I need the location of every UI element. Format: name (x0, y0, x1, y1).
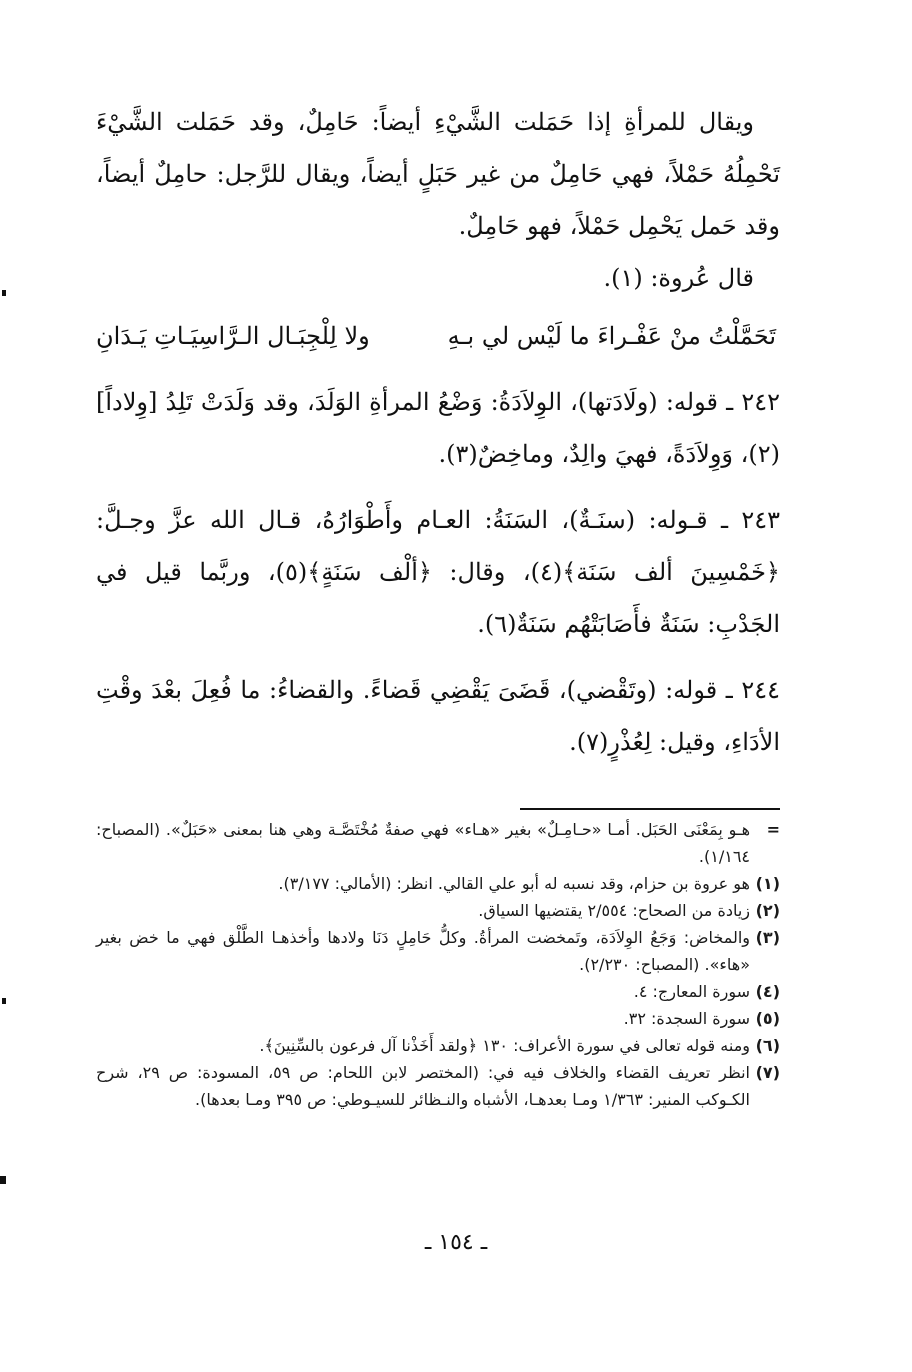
paragraph-243: ٢٤٣ ـ قـوله: (سنَـةٌ)، السَنَةُ: العـام وأَطْوَارُهُ، قـال الله عزَّ وجـلَّ: ﴿خَمْسِينَ ألف سَنَة﴾(٤)، وقال: ﴿ألْف سَنَةٍ﴾(٥)، وربَّما قيل في الجَدْبِ: سَنَةٌ فأَصَابَتْهُم سَنَةٌ(٦). (96, 506, 780, 638)
poem-verse (96, 310, 780, 362)
footnote-separator (520, 808, 780, 810)
footnote-number: (٦) (755, 1036, 780, 1055)
scan-mark (0, 1176, 6, 1184)
scan-mark (2, 998, 6, 1004)
page-number: ـ ١٥٤ ـ (424, 1230, 488, 1255)
footnotes (96, 808, 780, 1113)
footnote-number: (٣) (755, 928, 780, 947)
footnote-number: (٢) (755, 901, 780, 920)
paragraph-244: ٢٤٤ ـ قوله: (وتَقْضي)، قَضَىَ يَقْضِي قَضاءً. والقضاءُ: ما فُعِلَ بعْدَ وقْتِ الأدَاءِ، وقيل: لِعُذْرٍ(٧). (96, 676, 780, 756)
paragraph-urwa-intro: قال عُروة: (١). (603, 264, 754, 292)
footnote-item (96, 1032, 780, 1059)
footnote-text: ومنه قوله تعالى في سورة الأعراف: ١٣٠ ﴿ولقد أَخَذْنا آل فرعون بالسِّنِينَ﴾. (259, 1036, 750, 1055)
footnote-item (96, 1005, 780, 1032)
footnote-item (96, 870, 780, 897)
footnote-text: زيادة من الصحاح: ٢/٥٥٤ يقتضيها السياق. (478, 901, 750, 920)
poem-first-hemistich: تَحَمَّلْتُ منْ عَفْـراءَ ما لَيْس لي بـهِ (447, 322, 776, 350)
footnote-text: سورة المعارج: ٤. (633, 982, 750, 1001)
footnote-number: (٤) (755, 982, 780, 1001)
page-content (96, 96, 780, 1113)
footnote-continuation (96, 816, 780, 870)
footnote-number: (٥) (755, 1009, 780, 1028)
paragraph-242: ٢٤٢ ـ قوله: (ولَادَتها)، الوِلاَدَةُ: وَضْعُ المرأةِ الوَلَدَ، وقد وَلَدَتْ تَلِدُ [وِلاداً](٢)، وَوِلاَدَةً، فهيَ والِدٌ، وماخِضٌ(٣). (96, 388, 780, 468)
footnote-text: هو عروة بن حزام، وقد نسبه له أبو علي القالي. انظر: (الأمالي: ٣/١٧٧). (278, 874, 750, 893)
continuation-marker: = (766, 820, 780, 839)
footnote-number: (٧) (755, 1063, 780, 1082)
footnote-text: سورة السجدة: ٣٢. (623, 1009, 750, 1028)
footnote-continuation-text: هـو بِمَعْنَى الحَبَل. أمـا «حـامِـلٌ» بغير «هـاء» فهي صفةٌ مُخْتَصَّـة وهي هنا بمعنى «حَبَلٌ». (المصباح: ١/١٦٤). (96, 820, 750, 866)
footnote-item (96, 978, 780, 1005)
paragraph-hamil: ويقال للمرأةِ إذا حَمَلت الشَّيْءِ أيضاً: حَامِلٌ، وقد حَمَلت الشَّيْءَ تَحْمِلُهُ حَمْلاً، فهي حَامِلٌ من غير حَبَلٍ أيضاً، ويقال للرَّجل: حامِلٌ أيضاً، وقد حَمل يَحْمِل حَمْلاً، فهو حَامِلٌ. (96, 108, 780, 240)
footnote-text: انظر تعريف القضاء والخلاف فيه في: (المختصر لابن اللحام: ص ٥٩، المسودة: ص ٢٩، شرح الكـوكب المنير: ١/٣٦٣ ومـا بعدهـا، الأشباه والنـظائر للسيـوطي: ص ٣٩٥ ومـا بعدها). (96, 1063, 751, 1109)
footnote-text: والمخاض: وَجَعُ الوِلاَدَة، وتَمخضت المرأةُ. وكلُّ حَامِلٍ دَنَا ولادها وأخذهـا الطَّلْق فهي ما خض بغير «هاء». (المصباح: ٢/٢٣٠). (96, 928, 750, 974)
footnote-number: (١) (755, 874, 780, 893)
footnote-item (96, 1059, 780, 1113)
scan-mark (2, 290, 6, 296)
poem-second-hemistich: ولا لِلْجِبَـال الـرَّاسِيَـاتِ يَـدَانِ (96, 322, 370, 350)
footnote-item (96, 897, 780, 924)
footnote-item (96, 924, 780, 978)
